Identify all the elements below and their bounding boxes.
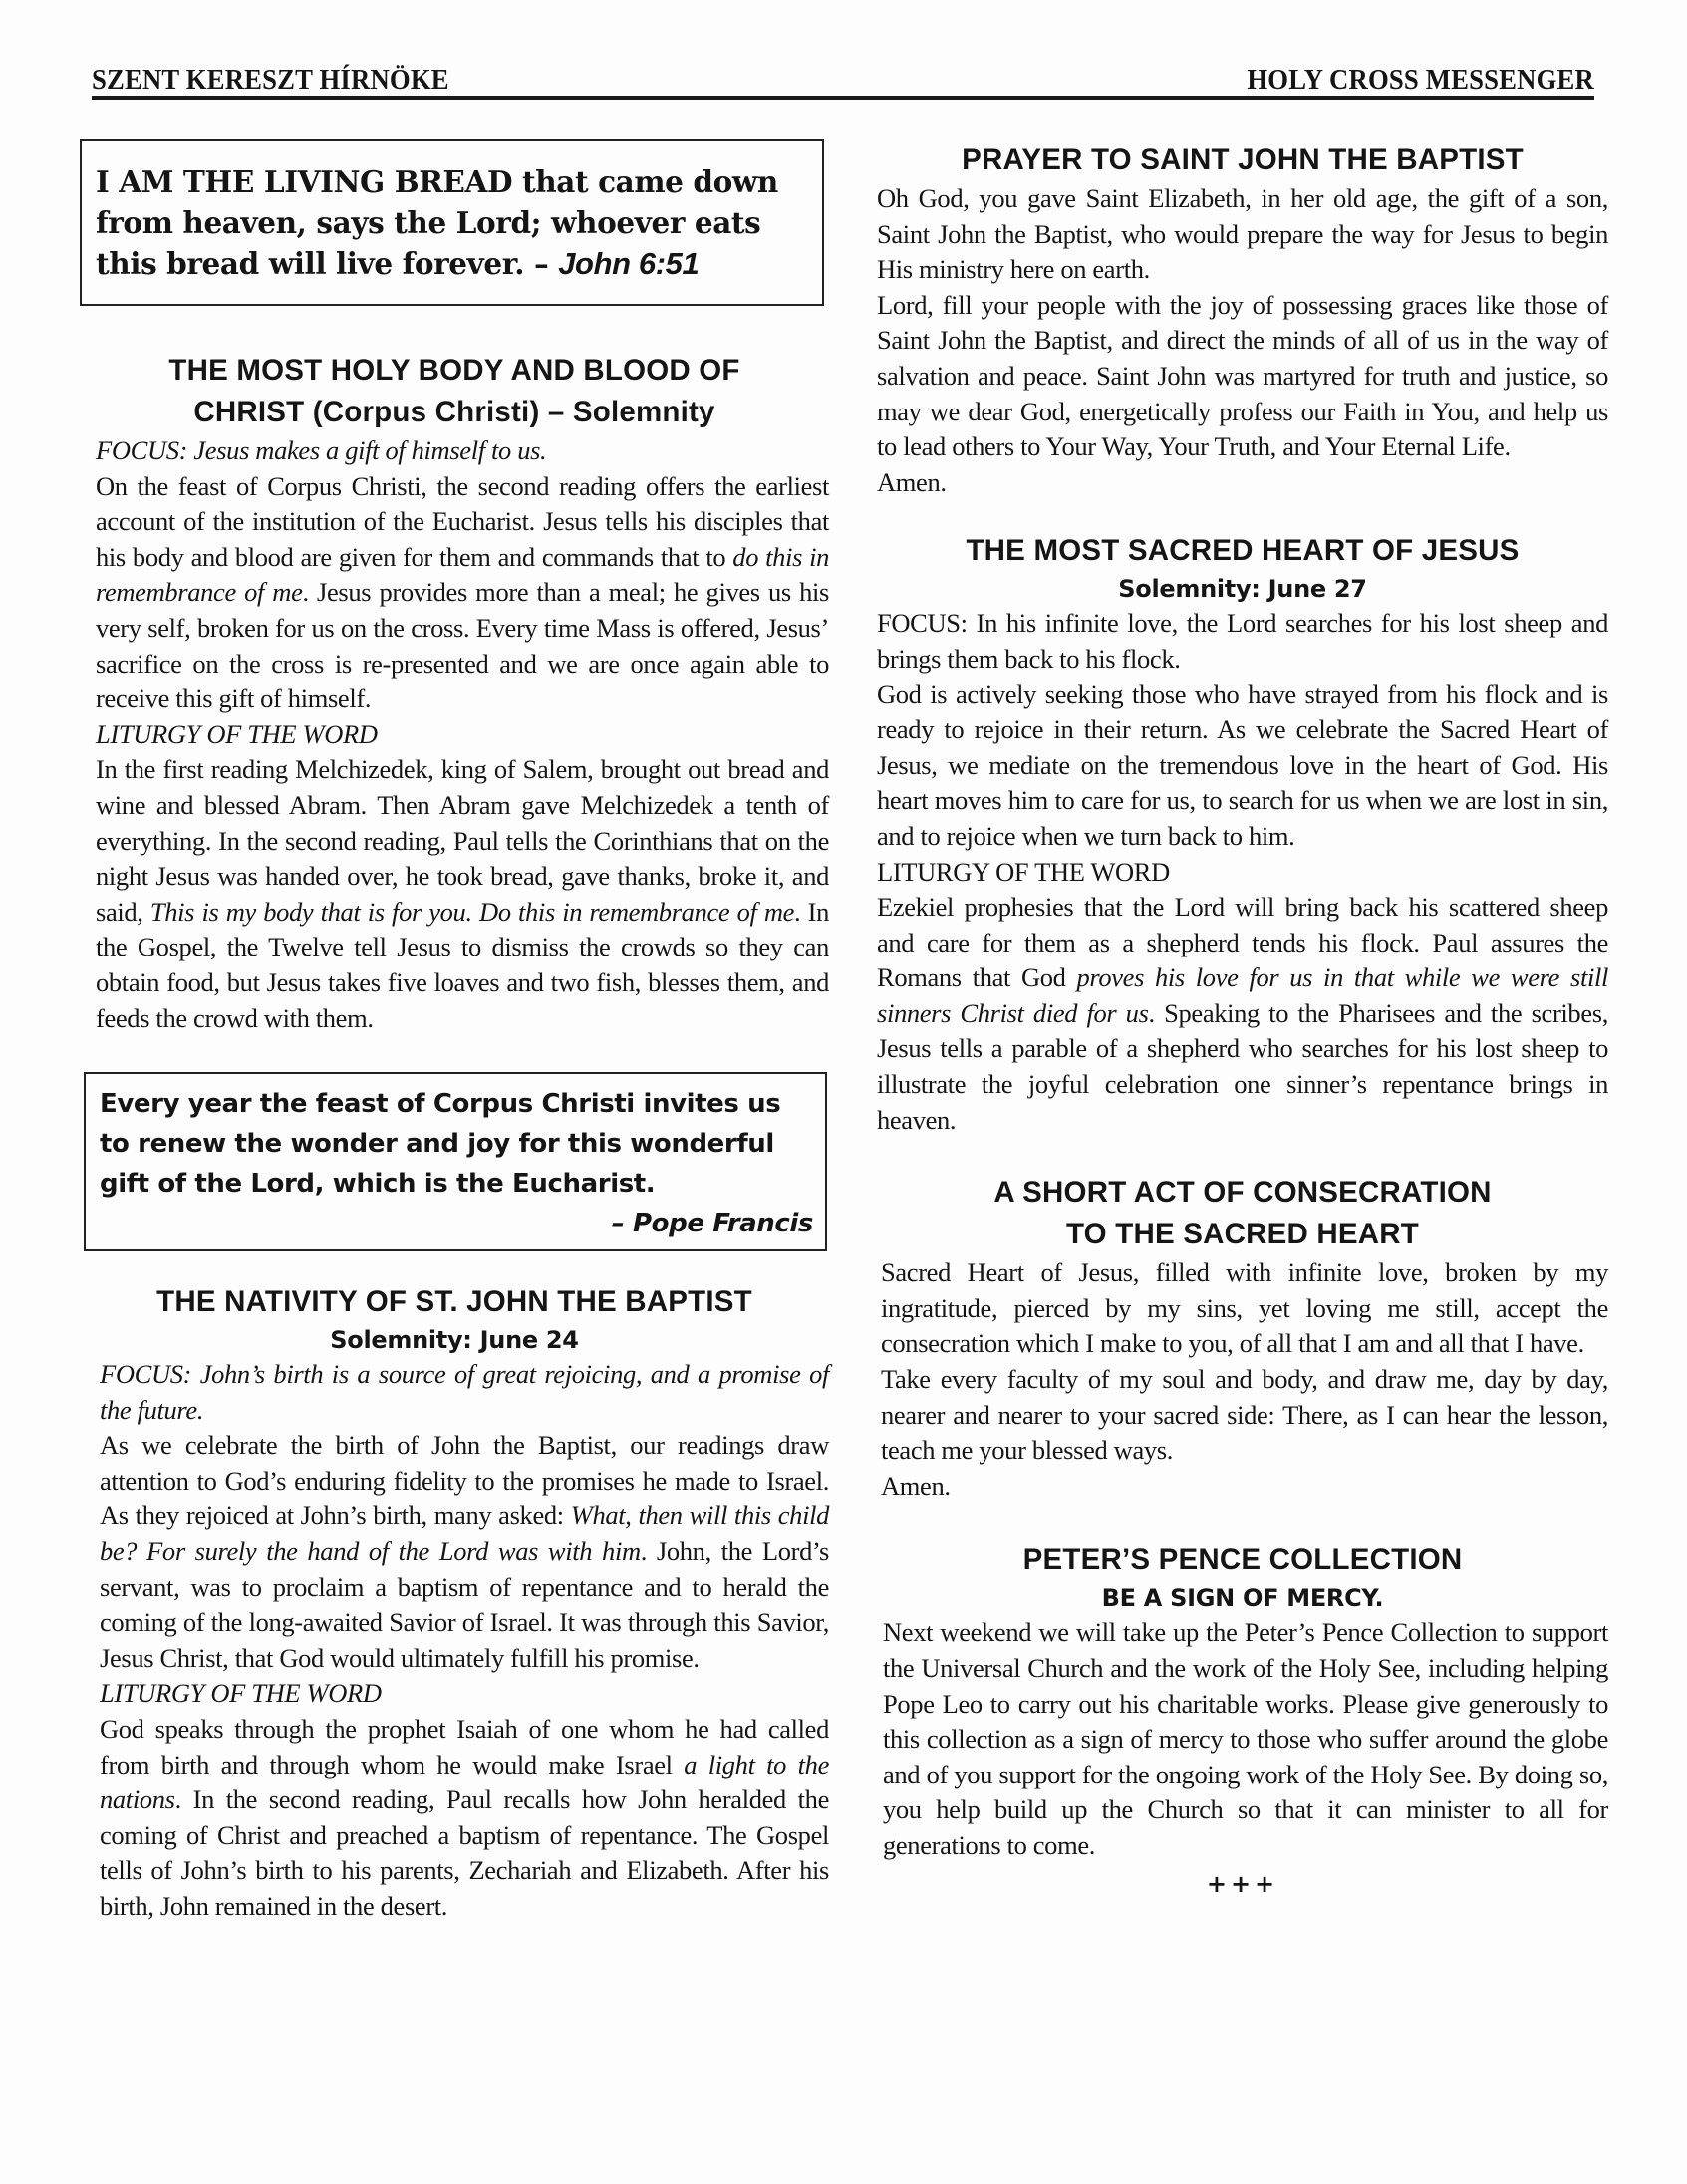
corpus-christi-para2 bbox=[96, 752, 829, 1036]
consecration-amen: Amen. bbox=[881, 1470, 951, 1501]
sacred-heart-body bbox=[877, 606, 1608, 1138]
text-run: . Jesus provides more than a meal; he gives us his very self, broken for us on the cross. Every time Mass is offered, Jesus’ sacrifice on the cross is re-presented and we are once again able to receive this gift of himself. bbox=[96, 577, 829, 714]
header-rule bbox=[92, 96, 1594, 100]
header-title-hungarian: SZENT KERESZT HÍRNÖKE bbox=[92, 64, 449, 96]
corpus-christi-title-line1: THE MOST HOLY BODY AND BLOOD OF bbox=[168, 354, 740, 387]
corpus-christi-section bbox=[80, 350, 829, 1036]
pope-quote-attribution: – Pope Francis bbox=[611, 1209, 813, 1239]
nativity-body bbox=[100, 1357, 829, 1925]
consecration-para2: Take every faculty of my soul and body, and draw me, day by day, nearer and nearer to your sacred side: There, as I can hear the lesson, teach me your blessed ways. bbox=[881, 1364, 1608, 1466]
prayer-john-section bbox=[877, 139, 1608, 500]
italic-run: This is my body that is for you. Do this in remembrance of me bbox=[149, 896, 795, 927]
sacred-heart-liturgy-heading: LITURGY OF THE WORD bbox=[877, 856, 1170, 887]
sacred-heart-focus: FOCUS: In his infinite love, the Lord searches for his lost sheep and brings them back to his flock. bbox=[877, 608, 1608, 674]
italic-run: do this in remembrance of me bbox=[96, 541, 830, 608]
text-run: . John, the Lord’s servant, was to proclaim a baptism of repentance and to herald the coming of the long-awaited Savior of Israel. It was through this Savior, Jesus Christ, that God would ultimately fulfill his promise. bbox=[100, 1536, 830, 1673]
sacred-heart-para1: God is actively seeking those who have strayed from his flock and is ready to rejoice in their return. As we celebrate the Sacred Heart of Jesus, we mediate on the tremendous love in the heart of God. His heart moves him to care for us, to search for us when we are lost in sin, and to rejoice when we turn back to him. bbox=[877, 679, 1608, 851]
peters-pence-body bbox=[883, 1615, 1608, 1863]
bible-quote-reference: John 6:51 bbox=[558, 246, 700, 281]
text-run: . In the second reading, Paul recalls how John heralded the coming of Christ and preached a baptism of repentance. The Gospel tells of John’s birth to his parents, Zechariah and Elizabeth. After his birth, John remained in the desert. bbox=[100, 1784, 829, 1921]
nativity-liturgy-heading: LITURGY OF THE WORD bbox=[100, 1678, 382, 1709]
pope-quote-box bbox=[84, 1072, 827, 1251]
corpus-christi-para1 bbox=[96, 469, 829, 717]
italic-run: What, then will this child be? For surely the hand of the Lord was with him bbox=[100, 1501, 829, 1567]
page-header bbox=[92, 60, 1594, 100]
left-column bbox=[80, 139, 829, 1925]
bible-quote-text: I AM THE LIVING BREAD that came down from heaven, says the Lord; whoever eats this bread will live forever. – bbox=[96, 164, 778, 281]
italic-run: a light to the nations bbox=[100, 1749, 829, 1815]
prayer-john-amen: Amen. bbox=[877, 466, 947, 497]
corpus-christi-title-line2: CHRIST (Corpus Christi) – Solemnity bbox=[193, 396, 715, 428]
nativity-para1 bbox=[100, 1428, 829, 1676]
nativity-title: THE NATIVITY OF ST. JOHN THE BAPTIST bbox=[156, 1285, 752, 1319]
consecration-title-line1: A SHORT ACT OF CONSECRATION bbox=[993, 1176, 1492, 1210]
prayer-john-title: PRAYER TO SAINT JOHN THE BAPTIST bbox=[962, 143, 1524, 176]
text-run: As we celebrate the birth of John the Baptist, our readings draw attention to God’s enduring fidelity to the promises he made to Israel. As they rejoiced at John’s birth, many asked: bbox=[100, 1430, 829, 1531]
corpus-christi-liturgy-heading: LITURGY OF THE WORD bbox=[96, 718, 378, 749]
sacred-heart-section bbox=[877, 530, 1608, 1138]
sacred-heart-title: THE MOST SACRED HEART OF JESUS bbox=[966, 534, 1520, 568]
prayer-john-para1: Oh God, you gave Saint Elizabeth, in her old age, the gift of a son, Saint John the Baptist, who would prepare the way for Jesus to begin His ministry here on earth. bbox=[877, 183, 1608, 285]
pope-quote-text: Every year the feast of Corpus Christi invites us to renew the wonder and joy for this wonderful gift of the Lord, which is the Eucharist. bbox=[100, 1089, 781, 1200]
text-run: On the feast of Corpus Christi, the second reading offers the earliest account of the institution of the Eucharist. Jesus tells his disciples that his body and blood are given for them and commands that to bbox=[96, 470, 829, 572]
peters-pence-title: PETER’S PENCE COLLECTION bbox=[1022, 1543, 1463, 1577]
nativity-section bbox=[80, 1281, 829, 1925]
corpus-christi-body bbox=[96, 433, 829, 1036]
consecration-section bbox=[877, 1172, 1608, 1503]
consecration-para1: Sacred Heart of Jesus, filled with infinite love, broken by my ingratitude, pierced by my sins, yet loving me still, accept the consecration which I make to you, of all that I am and all that I have. bbox=[881, 1257, 1608, 1359]
prayer-john-body bbox=[877, 181, 1608, 500]
right-column bbox=[877, 139, 1608, 1898]
nativity-focus: FOCUS: John’s birth is a source of great rejoicing, and a promise of the future. bbox=[100, 1359, 829, 1425]
sacred-heart-para2 bbox=[877, 890, 1608, 1138]
text-run: In the first reading Melchizedek, king of Salem, brought out bread and wine and blessed Abram. Then Abram gave Melchizedek a tenth of everything. In the second reading, Paul tells the Corinthians that on the night Jesus was handed over, he took bread, gave thanks, broke it, and said, bbox=[96, 754, 829, 927]
header-title-english: HOLY CROSS MESSENGER bbox=[1247, 64, 1594, 96]
italic-run: proves his love for us in that while we were still sinners Christ died for us bbox=[877, 962, 1608, 1028]
sacred-heart-subtitle: Solemnity: June 27 bbox=[1118, 575, 1367, 604]
text-run: God speaks through the prophet Isaiah of one whom he had called from birth and through whom he would make Israel bbox=[100, 1714, 829, 1779]
corpus-christi-focus: FOCUS: Jesus makes a gift of himself to us. bbox=[96, 435, 547, 465]
peters-pence-section bbox=[877, 1539, 1608, 1897]
text-run: . In the Gospel, the Twelve tell Jesus to dismiss the crowds so they can obtain food, but Jesus takes five loaves and two fish, blesses them, and feeds the crowd with them. bbox=[96, 896, 829, 1033]
peters-pence-subtitle: BE A SIGN OF MERCY. bbox=[1101, 1584, 1384, 1613]
consecration-body bbox=[881, 1255, 1608, 1503]
prayer-john-para2: Lord, fill your people with the joy of possessing graces like those of Saint John the Baptist, and direct the minds of all of us in the way of salvation and peace. Saint John was martyred for truth and justice, so may we dear God, energetically profess our Faith in You, and help us to lead others to Your Way, Your Truth, and Your Eternal Life. bbox=[877, 289, 1608, 462]
consecration-title-line2: TO THE SACRED HEART bbox=[1066, 1218, 1419, 1251]
peters-pence-para1: Next weekend we will take up the Peter’s Pence Collection to support the Universal Church and the work of the Holy See, including helping Pope Leo to carry out his charitable works. Please give generously to this collection as a sign of mercy to those who suffer around the globe and of you support for the ongoing work of the Holy See. By doing so, you help build up the Church so that it can minister to all for generations to come. bbox=[883, 1617, 1608, 1860]
text-run: . Speaking to the Pharisees and the scribes, Jesus tells a parable of a shepherd who searches for his lost sheep to illustrate the joyful celebration one sinner’s repentance brings in heaven. bbox=[877, 997, 1608, 1135]
cross-divider-icon: +++ bbox=[1206, 1869, 1279, 1898]
bible-quote-box bbox=[80, 139, 824, 306]
nativity-subtitle: Solemnity: June 24 bbox=[330, 1326, 579, 1355]
nativity-para2 bbox=[100, 1712, 829, 1925]
text-run: Ezekiel prophesies that the Lord will bring back his scattered sheep and care for them as a shepherd tends his flock. Paul assures the Romans that God bbox=[877, 892, 1608, 993]
